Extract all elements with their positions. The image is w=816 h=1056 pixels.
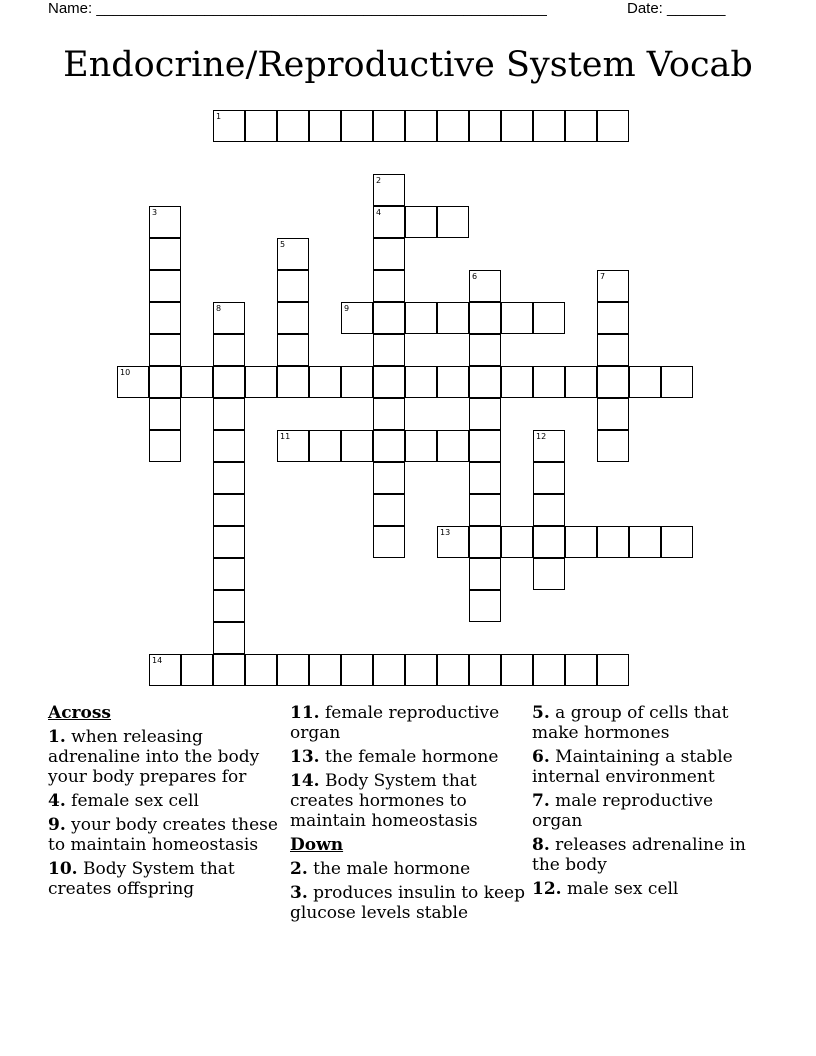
crossword-cell[interactable] (373, 334, 405, 366)
crossword-cell[interactable] (213, 334, 245, 366)
crossword-cell[interactable] (533, 366, 565, 398)
crossword-cell[interactable] (469, 430, 501, 462)
name-field-label: Name: ______________________________________________________ (48, 0, 547, 17)
crossword-cell[interactable] (469, 302, 501, 334)
clue-across-14 (290, 771, 526, 831)
crossword-cell[interactable] (437, 206, 469, 238)
crossword-cell[interactable] (373, 174, 405, 206)
cell-number: 9 (344, 304, 350, 313)
crossword-cell[interactable] (501, 366, 533, 398)
crossword-cell[interactable] (213, 462, 245, 494)
clue-across-10 (48, 859, 278, 899)
crossword-cell[interactable] (469, 494, 501, 526)
date-field-label: Date: _______ (627, 0, 726, 17)
clue-column-3 (532, 703, 768, 903)
crossword-cell[interactable] (149, 270, 181, 302)
crossword-cell[interactable] (533, 526, 565, 558)
crossword-cell[interactable] (437, 366, 469, 398)
cell-number: 2 (376, 176, 382, 185)
clue-text: releases adrenaline in the body (532, 835, 746, 875)
crossword-cell[interactable] (597, 366, 629, 398)
crossword-cell[interactable] (149, 398, 181, 430)
crossword-cell[interactable] (469, 462, 501, 494)
crossword-cell[interactable] (277, 110, 309, 142)
crossword-cell[interactable] (565, 654, 597, 686)
cell-number: 7 (600, 272, 606, 281)
crossword-cell[interactable] (501, 302, 533, 334)
clue-text: male reproductive organ (532, 791, 714, 831)
cell-number: 4 (376, 208, 382, 217)
clue-number: 14. (290, 771, 320, 791)
clue-down-6 (532, 747, 768, 787)
clue-down-12 (532, 879, 768, 899)
crossword-cell[interactable] (469, 366, 501, 398)
crossword-cell[interactable] (341, 110, 373, 142)
clue-across-4 (48, 791, 278, 811)
clue-number: 13. (290, 747, 320, 767)
crossword-cell[interactable] (341, 654, 373, 686)
crossword-cell[interactable] (533, 462, 565, 494)
cell-number: 14 (152, 656, 163, 665)
page-title: Endocrine/Reproductive System Vocab (63, 45, 753, 85)
crossword-cell[interactable] (565, 366, 597, 398)
crossword-cell[interactable] (245, 654, 277, 686)
clue-text: female sex cell (71, 791, 199, 811)
clue-down-8 (532, 835, 768, 875)
crossword-cell[interactable] (373, 270, 405, 302)
across-heading: Across (48, 703, 111, 723)
crossword-cell[interactable] (149, 430, 181, 462)
crossword-cell[interactable] (597, 654, 629, 686)
crossword-cell[interactable] (437, 302, 469, 334)
crossword-cell[interactable] (309, 654, 341, 686)
clue-text: produces insulin to keep glucose levels stable (290, 883, 526, 923)
crossword-cell[interactable] (245, 366, 277, 398)
crossword-cell[interactable] (533, 302, 565, 334)
crossword-cell[interactable] (565, 526, 597, 558)
crossword-cell[interactable] (629, 526, 661, 558)
crossword-cell[interactable] (213, 302, 245, 334)
crossword-cell[interactable] (533, 558, 565, 590)
crossword-cell[interactable] (373, 238, 405, 270)
cell-number: 12 (536, 432, 547, 441)
crossword-cell[interactable] (373, 654, 405, 686)
crossword-cell[interactable] (405, 110, 437, 142)
clue-text: male sex cell (566, 879, 679, 899)
cell-number: 1 (216, 112, 222, 121)
clue-text: Body System that creates offspring (48, 859, 235, 899)
crossword-cell[interactable] (405, 430, 437, 462)
clue-number: 3. (290, 883, 308, 903)
crossword-cell[interactable] (373, 366, 405, 398)
crossword-cell[interactable] (181, 366, 213, 398)
crossword-cell[interactable] (437, 110, 469, 142)
crossword-cell[interactable] (373, 206, 405, 238)
crossword-cell[interactable] (405, 302, 437, 334)
crossword-cell[interactable] (469, 270, 501, 302)
down-heading: Down (290, 835, 344, 855)
clue-text: Maintaining a stable internal environment (532, 747, 733, 787)
crossword-cell[interactable] (501, 654, 533, 686)
clue-across-1 (48, 727, 278, 787)
cell-number: 6 (472, 272, 478, 281)
clue-number: 7. (532, 791, 550, 811)
clue-across-13 (290, 747, 526, 767)
crossword-cell[interactable] (501, 110, 533, 142)
clue-text: the male hormone (313, 859, 471, 879)
crossword-cell[interactable] (277, 366, 309, 398)
crossword-cell[interactable] (373, 430, 405, 462)
crossword-cell[interactable] (629, 366, 661, 398)
crossword-cell[interactable] (309, 366, 341, 398)
crossword-cell[interactable] (405, 654, 437, 686)
clue-number: 1. (48, 727, 66, 747)
clue-down-7 (532, 791, 768, 831)
cell-number: 13 (440, 528, 451, 537)
clue-column-2 (290, 703, 526, 927)
clue-text: Body System that creates hormones to maintain homeostasis (290, 771, 478, 831)
crossword-cell[interactable] (469, 110, 501, 142)
crossword-cell[interactable] (565, 110, 597, 142)
clue-number: 8. (532, 835, 550, 855)
crossword-cell[interactable] (213, 558, 245, 590)
crossword-cell[interactable] (149, 334, 181, 366)
crossword-cell[interactable] (277, 430, 309, 462)
cell-number: 3 (152, 208, 158, 217)
crossword-cell[interactable] (309, 430, 341, 462)
clue-text: the female hormone (324, 747, 499, 767)
clue-number: 6. (532, 747, 550, 767)
clue-down-2 (290, 859, 526, 879)
crossword-cell[interactable] (661, 366, 693, 398)
clue-text: your body creates these to maintain homeostasis (48, 815, 278, 855)
clue-down-3 (290, 883, 526, 923)
crossword-cell[interactable] (181, 654, 213, 686)
crossword-cell[interactable] (341, 366, 373, 398)
clue-text: female reproductive organ (290, 703, 500, 743)
crossword-cell[interactable] (405, 206, 437, 238)
crossword-cell[interactable] (245, 110, 277, 142)
clue-column-1 (48, 703, 278, 903)
crossword-cell[interactable] (213, 494, 245, 526)
crossword-cell[interactable] (213, 622, 245, 654)
crossword-cell[interactable] (533, 654, 565, 686)
cell-number: 8 (216, 304, 222, 313)
clue-number: 12. (532, 879, 562, 899)
cell-number: 11 (280, 432, 291, 441)
crossword-cell[interactable] (277, 238, 309, 270)
crossword-cell[interactable] (309, 110, 341, 142)
clue-number: 5. (532, 703, 550, 723)
crossword-cell[interactable] (469, 526, 501, 558)
crossword-cell[interactable] (597, 526, 629, 558)
crossword-cell[interactable] (597, 398, 629, 430)
crossword-cell[interactable] (597, 430, 629, 462)
crossword-cell[interactable] (213, 398, 245, 430)
clue-number: 9. (48, 815, 66, 835)
crossword-cell[interactable] (213, 654, 245, 686)
crossword-cell[interactable] (213, 590, 245, 622)
crossword-cell[interactable] (213, 430, 245, 462)
clue-number: 2. (290, 859, 308, 879)
crossword-cell[interactable] (661, 526, 693, 558)
crossword-cell[interactable] (469, 654, 501, 686)
crossword-cell[interactable] (373, 526, 405, 558)
crossword-cell[interactable] (501, 526, 533, 558)
crossword-cell[interactable] (597, 270, 629, 302)
clue-number: 4. (48, 791, 66, 811)
crossword-cell[interactable] (437, 430, 469, 462)
crossword-cell[interactable] (149, 302, 181, 334)
crossword-cell[interactable] (373, 398, 405, 430)
crossword-cell[interactable] (597, 302, 629, 334)
crossword-cell[interactable] (213, 366, 245, 398)
crossword-cell[interactable] (533, 430, 565, 462)
crossword-cell[interactable] (341, 302, 373, 334)
cell-number: 10 (120, 368, 131, 377)
crossword-cell[interactable] (597, 334, 629, 366)
crossword-cell[interactable] (533, 110, 565, 142)
clue-across-11 (290, 703, 526, 743)
crossword-cell[interactable] (213, 526, 245, 558)
crossword-cell[interactable] (277, 334, 309, 366)
crossword-cell[interactable] (277, 270, 309, 302)
crossword-cell[interactable] (341, 430, 373, 462)
crossword-cell[interactable] (277, 302, 309, 334)
clue-across-9 (48, 815, 278, 855)
crossword-cell[interactable] (149, 238, 181, 270)
crossword-cell[interactable] (533, 494, 565, 526)
crossword-cell[interactable] (469, 558, 501, 590)
crossword-cell[interactable] (373, 302, 405, 334)
clue-number: 11. (290, 703, 320, 723)
clue-down-5 (532, 703, 768, 743)
crossword-cell[interactable] (469, 590, 501, 622)
clue-number: 10. (48, 859, 78, 879)
clue-text: when releasing adrenaline into the body your body prepares for (48, 727, 260, 787)
crossword-cell[interactable] (213, 110, 245, 142)
cell-number: 5 (280, 240, 286, 249)
crossword-cell[interactable] (597, 110, 629, 142)
crossword-cell[interactable] (373, 110, 405, 142)
clue-text: a group of cells that make hormones (532, 703, 729, 743)
crossword-cell[interactable] (277, 654, 309, 686)
crossword-cell[interactable] (373, 494, 405, 526)
crossword-cell[interactable] (117, 366, 149, 398)
crossword-cell[interactable] (469, 334, 501, 366)
crossword-cell[interactable] (437, 654, 469, 686)
crossword-cell[interactable] (373, 462, 405, 494)
crossword-cell[interactable] (405, 366, 437, 398)
crossword-cell[interactable] (149, 206, 181, 238)
crossword-cell[interactable] (149, 366, 181, 398)
crossword-cell[interactable] (149, 654, 181, 686)
crossword-cell[interactable] (469, 398, 501, 430)
crossword-cell[interactable] (437, 526, 469, 558)
